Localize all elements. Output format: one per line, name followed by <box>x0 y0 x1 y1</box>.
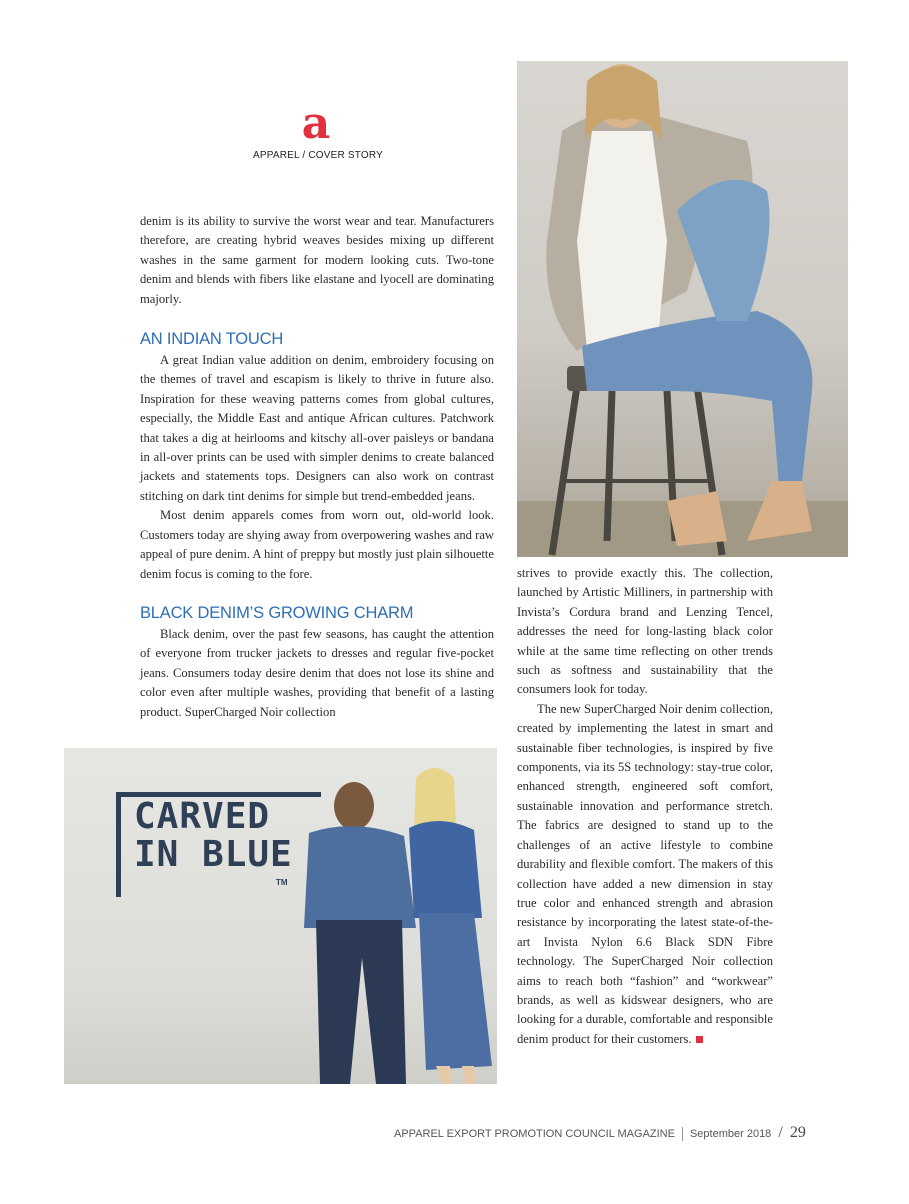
woman-on-stool-photo <box>517 61 848 557</box>
signage-line-1: CARVED <box>134 796 271 837</box>
footer-issue-date: September 2018 <box>689 1128 772 1140</box>
footer-separator <box>682 1127 683 1141</box>
right-paragraph-2-text: The new SuperCharged Noir denim collection, created by implementing the latest in smart and sustainable fiber technologies, is inspired by five components, via its 5S technology: stay-true color, enhanced strength, engineered soft comfort, sustainable innovation and performance stretch. The fabrics are designed to stand up to the challenges of an active lifestyle to combine durability and flexible comfort. The makers of this collection have added a new dimension in stay true color and enhanced strength and abrasion resistance by incorporating the latest state-of-the-art Invista Nylon 6.6 Black SDN Fibre technology. The SuperCharged Noir collection aims to reach both “fashion” and “workwear” brands, as well as kidswear designers, who are looking for a durable, comfortable and responsible denim product for their customers. <box>517 701 773 1046</box>
footer-slash: / <box>778 1124 783 1141</box>
heading-indian-touch: AN INDIAN TOUCH <box>140 330 284 349</box>
section-label: APPAREL / COVER STORY <box>253 150 383 161</box>
page-footer <box>394 1124 806 1142</box>
heading-black-denim: BLACK DENIM’S GROWING CHARM <box>140 603 414 622</box>
carved-in-blue-photo <box>64 748 497 1084</box>
trademark-mark: TM <box>276 878 288 887</box>
right-column <box>517 564 773 1049</box>
woman-on-stool-illustration <box>517 61 848 557</box>
black-denim-paragraph: Black denim, over the past few seasons, has caught the attention of everyone from trucker jackets to dresses and regular five-pocket jeans. Consumers today desire denim that does not lose its shine and color even after multiple washes, providing that benefit of a lasting product. SuperCharged Noir collection <box>140 626 494 719</box>
intro-paragraph: denim is its ability to survive the worst wear and tear. Manufacturers therefore, are creating hybrid weaves besides mixing up different washes in the same garment for modern looking cuts. Two-tone denim and blends with fibers like elastane and lyocell are dominating majorly. <box>140 214 494 306</box>
models-illustration <box>64 748 497 1084</box>
page-number: 29 <box>789 1124 806 1141</box>
right-paragraph-1: strives to provide exactly this. The collection, launched by Artistic Milliners, in partnership with Invista’s Cordura brand and Lenzing Tencel, addresses the need for long-lasting black color while at the same time reflecting on other trends such as softness and sustainability that the consumers look for today. <box>517 566 773 697</box>
footer-magazine-name: APPAREL EXPORT PROMOTION COUNCIL MAGAZINE <box>394 1128 675 1140</box>
signage-line-2: IN BLUE <box>134 834 293 875</box>
indian-touch-paragraph-1: A great Indian value addition on denim, embroidery focusing on the themes of travel and escapism is likely to thrive in future also. Inspiration for these weaving patterns comes from global cultures, especially, the Middle East and antique African cultures. Patchwork that takes a dig at heirlooms and kitschy all-over paisleys or bandana in all-over prints can be used with simpler denims to create balanced jackets and statements tops. Designers can also work on contrast stitching on dark tint denims for simple but trend-embedded jeans. <box>140 353 494 503</box>
magazine-logo: a <box>301 98 331 149</box>
right-paragraph-2 <box>517 700 773 1049</box>
left-column <box>140 212 494 722</box>
indian-touch-paragraph-2: Most denim apparels comes from worn out, old-world look. Customers today are shying away from overpowering washes and raw appeal of pure denim. A hint of preppy but mostly just plain silhouette denim focus is coming to the fore. <box>140 508 494 581</box>
end-of-article-mark <box>696 1036 703 1043</box>
